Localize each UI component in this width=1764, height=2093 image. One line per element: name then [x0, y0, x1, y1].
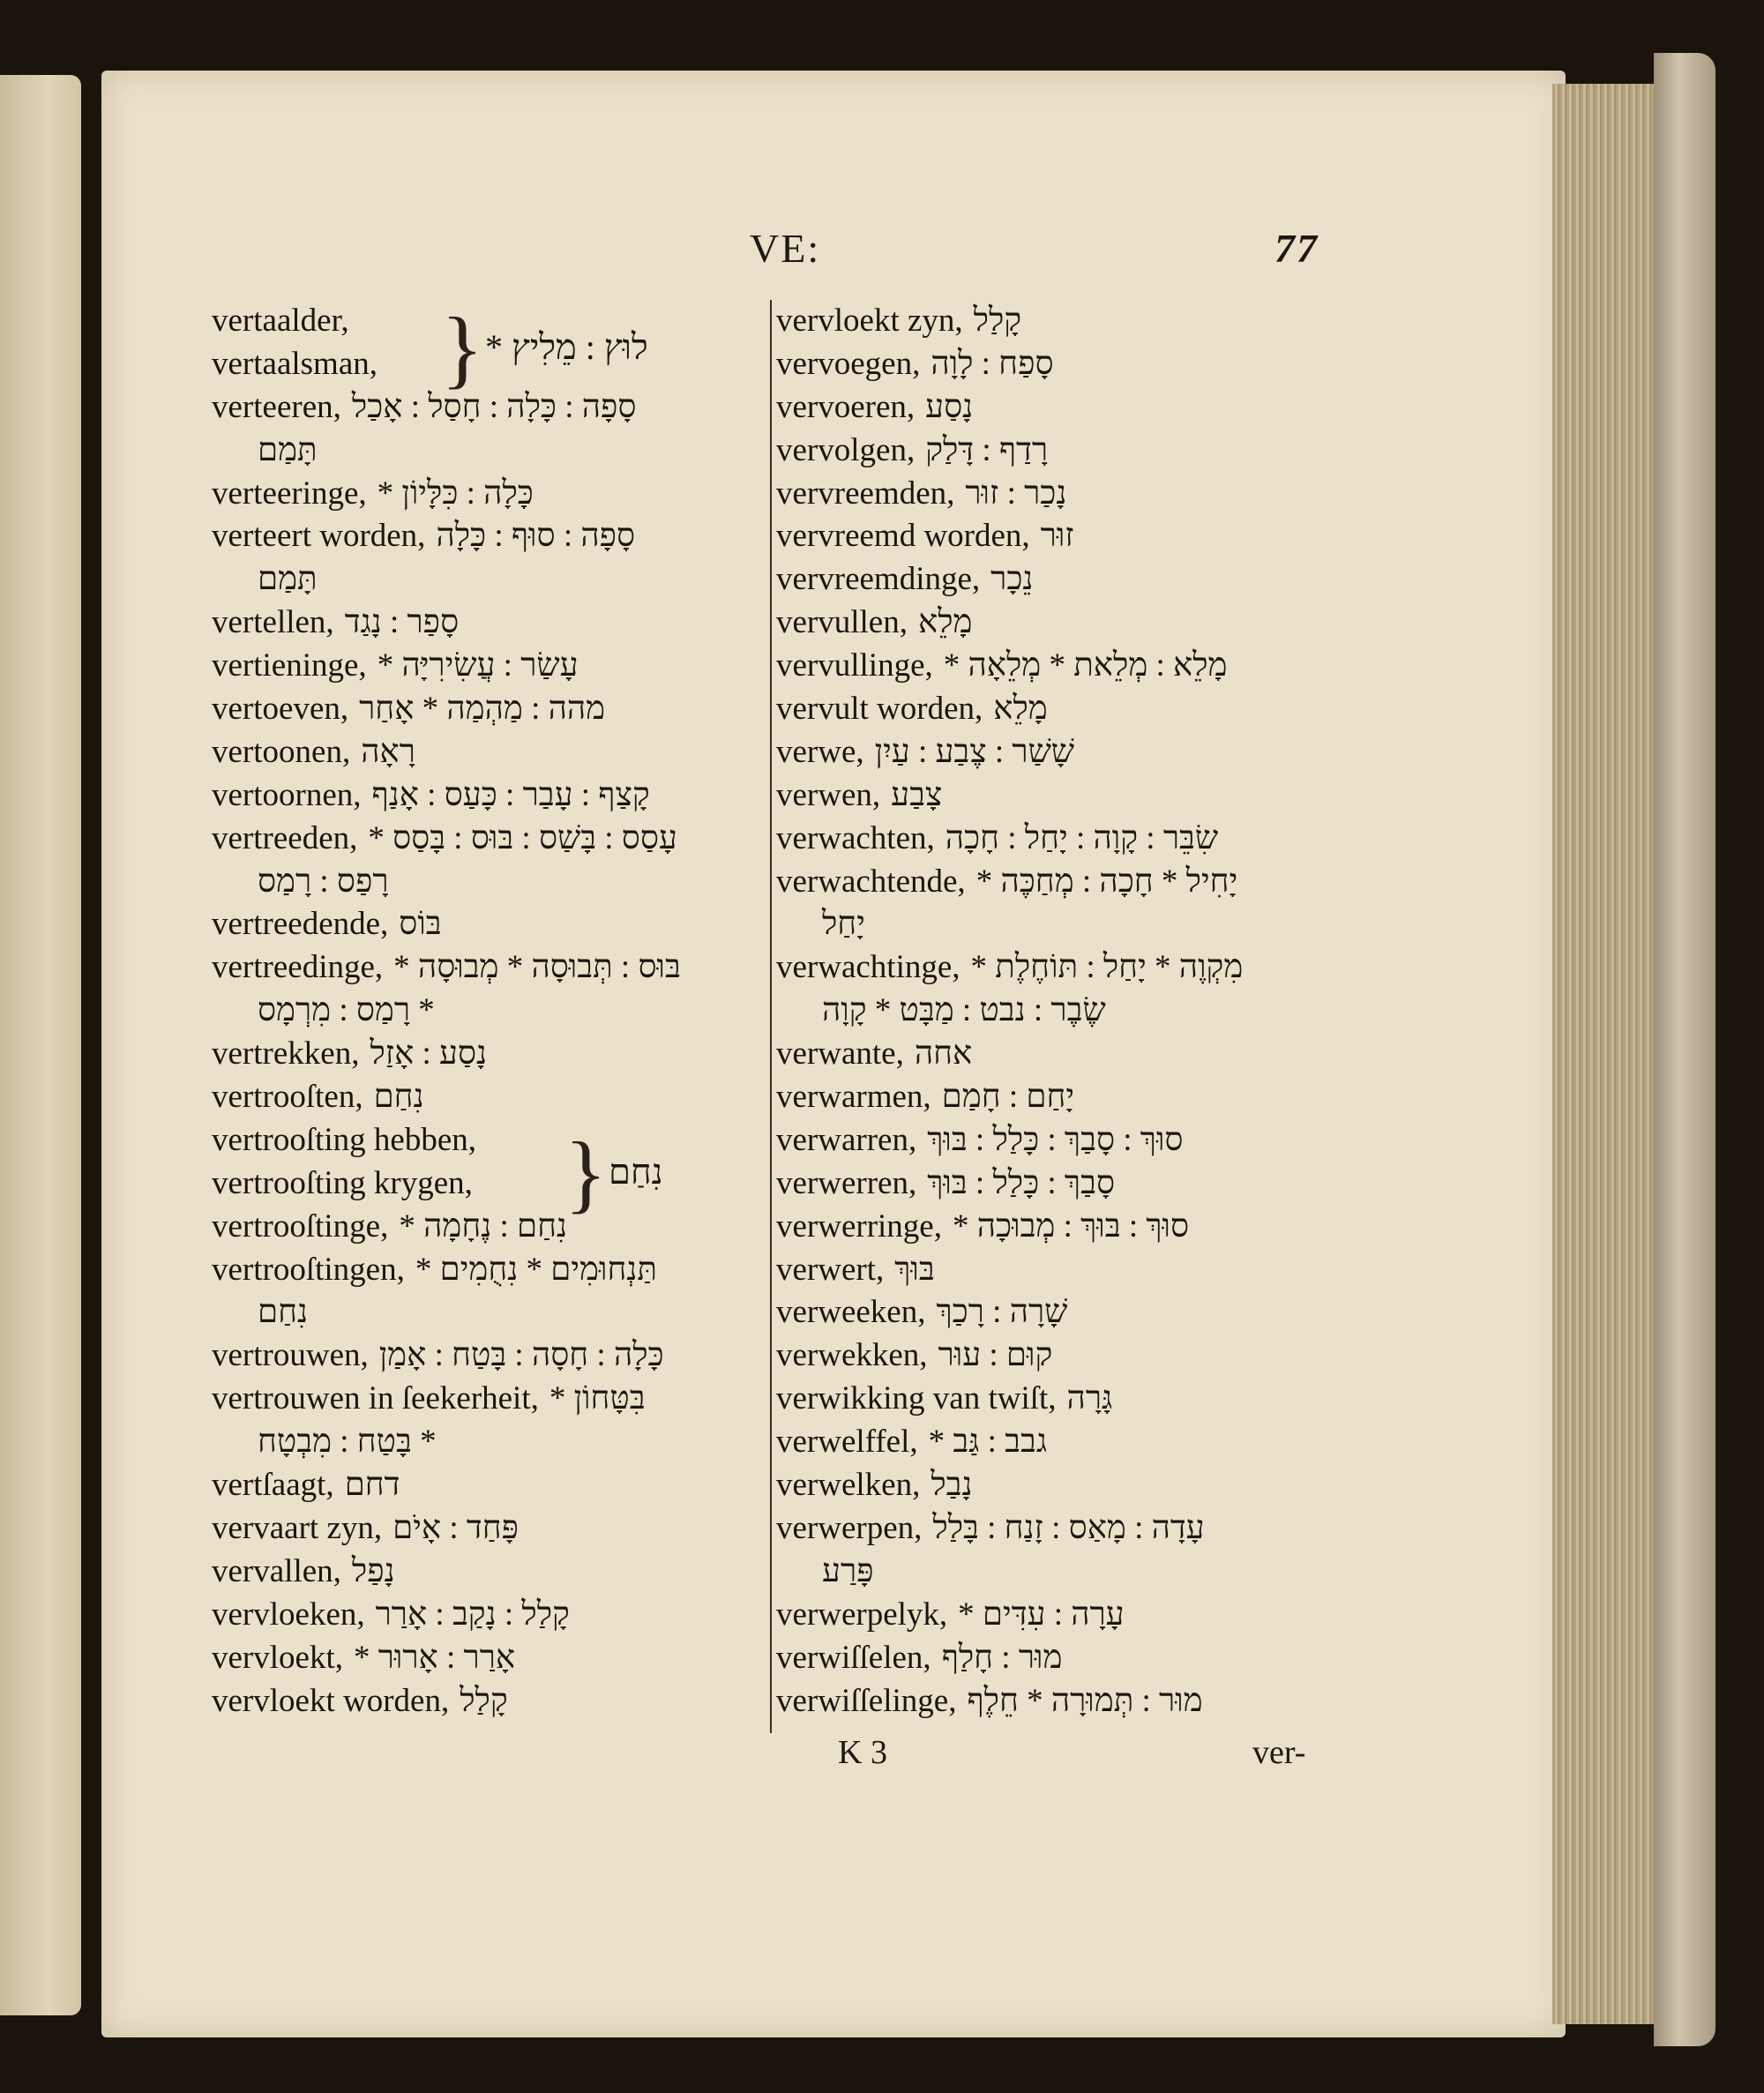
dictionary-entry — [212, 1551, 759, 1594]
dutch-headword: vertrooſting hebben, — [212, 1121, 477, 1158]
hebrew-translation: סָפַח : לָוָה — [931, 345, 1054, 382]
dictionary-entry — [212, 861, 759, 904]
hebrew-translation: אחה — [914, 1035, 973, 1073]
hebrew-translation: מָלֵא — [993, 691, 1048, 728]
right-column — [776, 300, 1341, 1723]
dictionary-entry — [212, 1680, 759, 1723]
dutch-headword: verwerpen, — [776, 1509, 923, 1546]
hebrew-translation: סוּךְ : סָבַךְ : כָּלַל : בּוּךְ — [927, 1121, 1184, 1158]
dutch-headword: verwe, — [776, 733, 864, 770]
hebrew-translation: קָצַף : עָבַר : כָּעַס : אָנַף — [371, 776, 650, 813]
hebrew-translation: נִחַם — [258, 1294, 309, 1331]
dictionary-entry — [776, 1680, 1341, 1723]
hebrew-translation: שָׁרָה : רָכַךְ — [936, 1294, 1068, 1331]
dutch-headword: verteeren, — [212, 388, 341, 425]
dictionary-entry — [212, 386, 759, 430]
dutch-headword: vertaalsman, — [212, 345, 377, 382]
dictionary-entry — [776, 1637, 1341, 1680]
hebrew-translation: נִחַם : נֶחָמָה * — [399, 1207, 568, 1245]
dutch-headword: verwekken, — [776, 1337, 928, 1374]
dictionary-entry — [212, 430, 759, 473]
hebrew-translation: יָחַם : חָמַם — [941, 1079, 1075, 1116]
dictionary-entry — [212, 688, 759, 731]
dictionary-entry — [776, 990, 1341, 1033]
dutch-headword: vertreedinge, — [212, 949, 384, 986]
dutch-headword: vertellen, — [212, 604, 334, 641]
dutch-headword: verwiſſelinge, — [776, 1682, 957, 1719]
dictionary-entry — [776, 1249, 1341, 1292]
dictionary-entry — [212, 1334, 759, 1378]
dutch-headword: vervloekt worden, — [212, 1682, 450, 1719]
dutch-headword: verwachten, — [776, 819, 935, 856]
hebrew-translation: קָלַל : נָקַב : אָרַר — [375, 1596, 570, 1633]
dutch-headword: vervloekt zyn, — [776, 303, 963, 339]
dictionary-entry — [776, 300, 1341, 343]
dictionary-entry — [776, 861, 1341, 904]
dictionary-entry — [776, 1076, 1341, 1119]
dictionary-entry — [776, 1421, 1341, 1464]
dictionary-entry — [212, 990, 759, 1033]
dutch-headword: vervloekt, — [212, 1639, 343, 1676]
hebrew-translation: שֶׂבֶר : נבט : מַבָּט * קָוָה — [822, 992, 1106, 1029]
dutch-headword: vervaart zyn, — [212, 1509, 383, 1546]
dutch-headword: verteert worden, — [212, 518, 426, 555]
dutch-headword: verwerringe, — [776, 1207, 942, 1245]
dictionary-entry — [776, 1378, 1341, 1421]
dictionary-entry — [776, 1551, 1341, 1594]
hebrew-translation: מָלֵא — [917, 604, 973, 641]
dutch-headword: verwen, — [776, 776, 881, 813]
dutch-headword: vertrooſtingen, — [212, 1251, 405, 1288]
dutch-headword: vervult worden, — [776, 691, 983, 728]
dutch-headword: verweeken, — [776, 1294, 926, 1331]
dutch-headword: vervreemd worden, — [776, 518, 1030, 555]
dutch-headword: verwiſſelen, — [776, 1639, 931, 1676]
dictionary-entry — [776, 515, 1341, 558]
dictionary-entry — [776, 1119, 1341, 1162]
hebrew-translation: פָּחַד : אָיֹם — [392, 1509, 519, 1546]
hebrew-translation: בּוּךְ — [894, 1251, 935, 1288]
catchword: ver- — [1252, 1734, 1306, 1771]
dutch-headword: vertrekken, — [212, 1035, 360, 1073]
hebrew-translation: נָפַל — [351, 1552, 395, 1589]
dictionary-entry — [776, 645, 1341, 688]
hebrew-translation: דחם — [344, 1467, 400, 1504]
dutch-headword: vertrooſting krygen, — [212, 1164, 473, 1201]
dutch-headword: vertrouwen in ſeekerheit, — [212, 1380, 539, 1417]
dictionary-entry — [776, 1162, 1341, 1206]
hebrew-translation: גָּרָה — [1066, 1380, 1113, 1417]
hebrew-translation: נִחַם — [373, 1079, 424, 1116]
hebrew-translation: זוּר — [1040, 518, 1074, 555]
hebrew-translation: נָכַר : זוּר — [965, 475, 1067, 512]
dictionary-entry — [212, 1119, 759, 1162]
dutch-headword: vervoeren, — [776, 388, 916, 425]
hebrew-translation: סָפַר : נָגַד — [344, 604, 460, 641]
hebrew-translation: פָּרַע — [822, 1552, 874, 1589]
hebrew-translation: בִּטָּחוֹן * — [549, 1380, 646, 1417]
hebrew-translation: נָבַל — [931, 1467, 973, 1504]
hebrew-translation: כָּלָה : חָסָה : בָּטַח : אָמַן — [378, 1337, 664, 1374]
hebrew-translation: מִקְוֶה * יָחַל : תּוֹחֶלֶת * — [970, 949, 1244, 986]
dictionary-entry — [212, 1464, 759, 1507]
hebrew-translation: בּוּס : תְּבוּסָה * מְבוּסָה * — [393, 949, 681, 986]
dictionary-entry — [212, 1421, 759, 1464]
hebrew-translation: עָדָה : מָאַס : זָנַח : בָּלַל — [932, 1509, 1205, 1546]
page-number: 77 — [1274, 226, 1319, 271]
dictionary-entry — [776, 1507, 1341, 1551]
hebrew-translation: * בָּטַח : מִבְטָח — [258, 1424, 437, 1461]
hebrew-translation: יָחִיל * חָכָה : מְחַכֶּה * — [975, 863, 1238, 900]
dutch-headword: vertrooſten, — [212, 1079, 363, 1116]
dictionary-entry — [776, 731, 1341, 774]
dictionary-entry — [776, 774, 1341, 818]
hebrew-translation: מוּר : חָלַף — [941, 1639, 1063, 1676]
hebrew-translation: רָדַף : דָּלַק — [925, 431, 1049, 468]
dutch-headword: verwert, — [776, 1251, 885, 1288]
brace: } — [441, 299, 483, 397]
hebrew-translation: מהה : מַהְמַה * אָחַר — [359, 691, 606, 728]
dutch-headword: vervullinge, — [776, 647, 933, 684]
dutch-headword: vervoegen, — [776, 345, 921, 382]
hebrew-translation: כָּלָה : כִּלָּיוֹן * — [377, 475, 534, 512]
hebrew-translation: מָלֵא : מְלֵאת * מְלֵאָה * — [943, 647, 1228, 684]
dictionary-entry — [212, 818, 759, 861]
dictionary-entry — [776, 1291, 1341, 1334]
hebrew-translation: יָחַל — [822, 906, 865, 943]
hebrew-translation: עָרָה : עִדִּים * — [958, 1596, 1125, 1633]
hebrew-translation: סָפָה : כָּלָה : חָסַל : אָכַל — [351, 388, 637, 425]
dutch-headword: vervloeken, — [212, 1596, 365, 1633]
dictionary-entry — [212, 1291, 759, 1334]
dutch-headword: vertrooſtinge, — [212, 1207, 389, 1245]
hebrew-translation: נֵכָר — [990, 561, 1034, 598]
hebrew-translation: סוּךְ : בּוּךְ : מְבוּכָה * — [952, 1207, 1190, 1245]
dictionary-entry — [776, 818, 1341, 861]
dictionary-entry — [776, 430, 1341, 473]
dutch-headword: vertaalder, — [212, 303, 349, 339]
dictionary-entry — [212, 1637, 759, 1680]
book-cover — [1654, 53, 1715, 2046]
dutch-headword: vertreedende, — [212, 906, 389, 943]
hebrew-translation: קוּם : עוּר — [938, 1337, 1053, 1374]
dictionary-entry — [212, 946, 759, 990]
dutch-headword: vertſaagt, — [212, 1467, 334, 1504]
dutch-headword: vervullen, — [776, 604, 908, 641]
dutch-headword: verwikking van twiſt, — [776, 1380, 1057, 1417]
dictionary-entry — [212, 1249, 759, 1292]
dutch-headword: vertrouwen, — [212, 1337, 369, 1374]
dutch-headword: verwarmen, — [776, 1079, 931, 1116]
dictionary-entry — [776, 946, 1341, 990]
dutch-headword: vervallen, — [212, 1552, 341, 1589]
dutch-headword: verwachtende, — [776, 863, 966, 900]
dutch-headword: verwarren, — [776, 1121, 917, 1158]
hebrew-translation: אָרַר : אָרוּר * — [353, 1639, 516, 1676]
hebrew-translation: שִׂבֵּר : קָוָה : יָחַל : חָכָה — [945, 819, 1219, 856]
dutch-headword: vervreemdinge, — [776, 561, 981, 598]
hebrew-translation: תָּמַם — [258, 431, 318, 468]
hebrew-translation: תָּמַם — [258, 561, 318, 598]
brace: } — [564, 1124, 607, 1222]
hebrew-translation: סָפָה : סוּף : כָּלָה — [436, 518, 636, 555]
hebrew-translation: בּוֹס — [399, 906, 442, 943]
dutch-headword: verwerren, — [776, 1164, 917, 1201]
dictionary-entry — [776, 1033, 1341, 1076]
hebrew-translation: מוּר : תְּמוּרָה * חֵלֶף — [967, 1682, 1203, 1719]
dictionary-entry — [212, 731, 759, 774]
left-page-edge — [0, 75, 81, 2015]
dictionary-entry — [212, 1378, 759, 1421]
hebrew-translation: קָלַל — [460, 1682, 508, 1719]
dictionary-entry — [212, 1162, 759, 1206]
dictionary-entry — [776, 688, 1341, 731]
dutch-headword: vertoeven, — [212, 691, 349, 728]
dutch-headword: vertreeden, — [212, 819, 358, 856]
dictionary-entry — [212, 1033, 759, 1076]
dictionary-entry — [776, 1594, 1341, 1637]
grouped-hebrew: נִחַם — [609, 1152, 663, 1192]
hebrew-translation: גבב : גַּב * — [928, 1424, 1048, 1461]
hebrew-translation: * רָמַס : מִרְמָס — [258, 992, 435, 1029]
dictionary-entry — [776, 1206, 1341, 1249]
hebrew-translation: סָבַךְ : כָּלַל : בּוּךְ — [927, 1164, 1115, 1201]
dictionary-entry — [212, 774, 759, 818]
dictionary-entry — [776, 473, 1341, 516]
dutch-headword: verwachtinge, — [776, 949, 960, 986]
hebrew-translation: נָסַע : אָזַל — [370, 1035, 488, 1073]
page-stack-edge — [1552, 84, 1658, 2024]
dutch-headword: vervolgen, — [776, 431, 916, 468]
dutch-headword: vertoornen, — [212, 776, 362, 813]
dutch-headword: verwante, — [776, 1035, 904, 1073]
dictionary-entry — [212, 645, 759, 688]
dictionary-entry — [776, 386, 1341, 430]
hebrew-translation: נָסַע — [925, 388, 974, 425]
dictionary-entry — [212, 903, 759, 946]
dictionary-entry — [776, 602, 1341, 645]
dictionary-entry — [776, 1464, 1341, 1507]
signature-mark: K 3 — [838, 1734, 887, 1771]
dictionary-entry — [212, 1076, 759, 1119]
dutch-headword: vervreemden, — [776, 475, 955, 512]
dutch-headword: verwelken, — [776, 1467, 921, 1504]
running-head: VE: — [750, 226, 821, 271]
hebrew-translation: רָאָה — [361, 733, 415, 770]
dutch-headword: verteeringe, — [212, 475, 367, 512]
dictionary-entry — [212, 473, 759, 516]
hebrew-translation: שָׁשַׁר : צֶבַע : עַיִן — [874, 733, 1074, 770]
hebrew-translation: עָשַׂר : עֲשִׂירִיָּה * — [377, 647, 579, 684]
dictionary-entry — [776, 1334, 1341, 1378]
dutch-headword: vertoonen, — [212, 733, 351, 770]
dictionary-entry — [776, 903, 1341, 946]
dictionary-entry — [776, 343, 1341, 386]
left-column — [212, 300, 759, 1723]
dictionary-entry — [212, 1206, 759, 1249]
dutch-headword: verwelffel, — [776, 1424, 918, 1461]
hebrew-translation: צָבַע — [891, 776, 943, 813]
dictionary-entry — [212, 602, 759, 645]
dutch-headword: verwerpelyk, — [776, 1596, 948, 1633]
dictionary-entry — [212, 1594, 759, 1637]
dutch-headword: vertieninge, — [212, 647, 367, 684]
grouped-hebrew: לוּץ : מֵלִיץ * — [485, 327, 648, 367]
column-divider — [770, 300, 772, 1733]
dictionary-entry — [776, 558, 1341, 602]
hebrew-translation: תַּנְחוּמִים * נִחֻמִים * — [415, 1251, 657, 1288]
hebrew-translation: קָלַל — [973, 303, 1022, 339]
dictionary-entry — [212, 558, 759, 602]
hebrew-translation: עָסַס : בָּשַׁס : בּוּס : בָּסַס * — [368, 819, 677, 856]
dictionary-entry — [212, 1507, 759, 1551]
dictionary-entry — [212, 515, 759, 558]
hebrew-translation: רָפַס : רָמַס — [258, 863, 389, 900]
